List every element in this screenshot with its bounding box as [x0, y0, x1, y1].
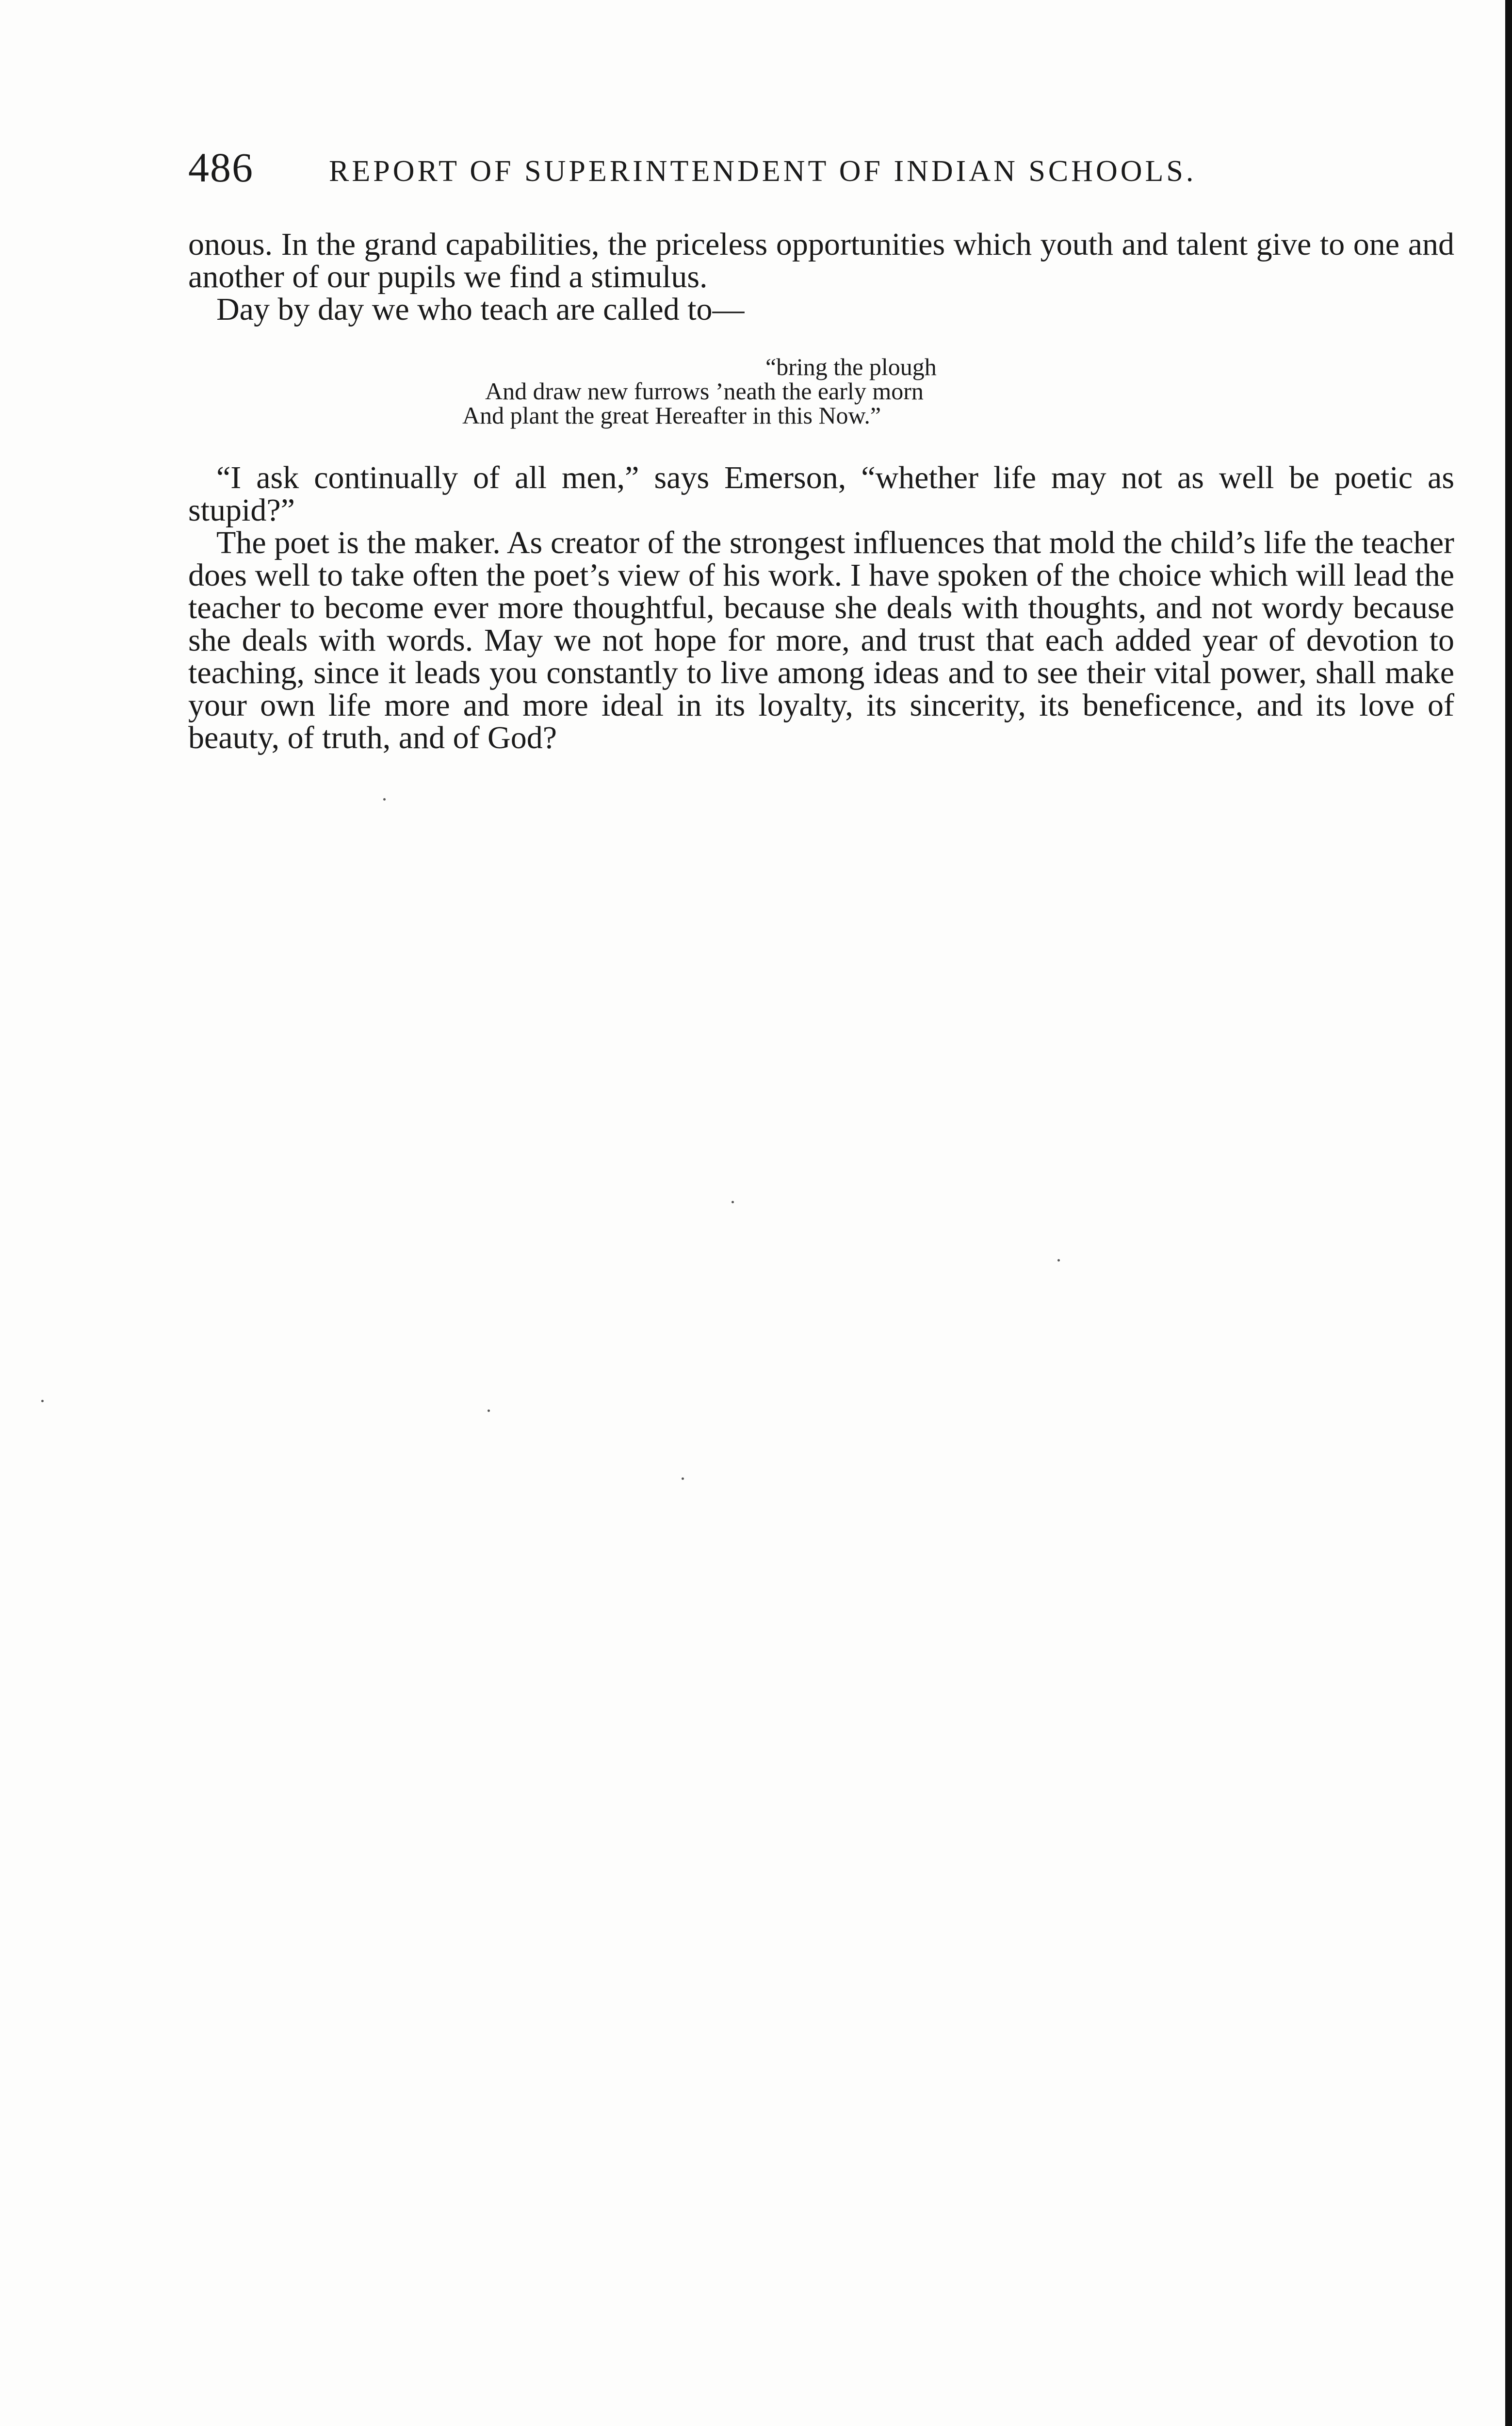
verse-quotation: [188, 355, 1454, 427]
paragraph-day-by-day: Day by day we who teach are called to—: [216, 292, 745, 327]
page-number: 486: [188, 144, 254, 191]
scan-speck: [1057, 1259, 1060, 1262]
page-header: [188, 141, 1323, 194]
verse-line-2: And draw new furrows ’neath the early morn: [485, 377, 924, 405]
scan-speck: [488, 1410, 490, 1412]
running-head: REPORT OF SUPERINTENDENT OF INDIAN SCHOOLS.: [329, 155, 1197, 188]
scan-speck: [682, 1477, 684, 1480]
paragraph-continued: onous. In the grand capabilities, the priceless opportunities which youth and talent give to one and another of our pupils we find a stimulus.: [188, 227, 1454, 295]
scan-speck: [732, 1201, 734, 1203]
scan-speck: [41, 1400, 44, 1402]
body-text: [188, 228, 1454, 754]
paragraph-poet-maker: The poet is the maker. As creator of the strongest influences that mold the child’s life the teacher does well to take often the poet’s view of his work. I have spoken of the choice which will lead the teacher to become ever more thoughtful, because she deals with thoughts, and not wordy because she deals with words. May we not hope for more, and trust that each added year of devotion to teaching, since it leads you constantly to live among ideas and to see their vital power, shall make your own life more and more ideal in its loyalty, its sincerity, its beneficence, and its love of beauty, of truth, and of God?: [188, 525, 1454, 755]
scan-edge-right: [1505, 0, 1512, 2426]
verse-line-3: And plant the great Hereafter in this Now.”: [462, 402, 881, 429]
paragraph-emerson-quote: “I ask continually of all men,” says Emerson, “whether life may not as well be poetic as stupid?”: [188, 460, 1454, 528]
scan-speck: [383, 798, 386, 801]
verse-line-1: “bring the plough: [765, 353, 937, 380]
